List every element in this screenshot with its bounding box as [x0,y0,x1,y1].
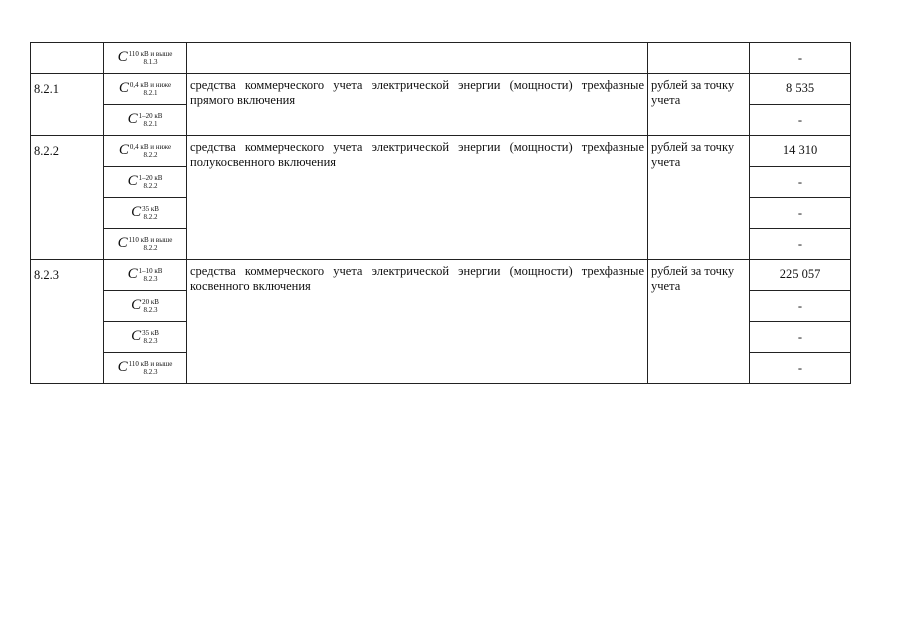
tariff-symbol: C 1–10 кВ 8.2.3 [127,266,163,283]
table-row [31,136,851,167]
value-cell: 225 057 [750,260,851,291]
value-cell: 14 310 [750,136,851,167]
code-cell [104,74,187,105]
tariff-symbol: C 1–20 кВ 8.2.1 [127,111,163,128]
table-row [31,260,851,291]
description-cell: средства коммерческого учета электрической энергии (мощности) трехфазные косвенного включения [187,260,648,384]
value-cell: - [750,43,851,74]
number-cell [31,43,104,74]
code-cell [104,167,187,198]
value-cell: - [750,291,851,322]
unit-cell [648,43,750,74]
tariff-symbol: C 110 кВ и выше 8.1.3 [117,49,173,66]
unit-cell: рублей за точку учета [648,260,750,384]
unit-cell: рублей за точку учета [648,74,750,136]
value-cell: - [750,229,851,260]
tariff-symbol: C 20 кВ 8.2.3 [131,297,159,314]
value-cell: - [750,105,851,136]
number-cell: 8.2.3 [31,260,104,384]
number-cell: 8.2.2 [31,136,104,260]
tariff-symbol: C 1–20 кВ 8.2.2 [127,173,163,190]
unit-cell: рублей за точку учета [648,136,750,260]
code-cell [104,322,187,353]
description-cell: средства коммерческого учета электрической энергии (мощности) трехфазные прямого включения [187,74,648,136]
description-cell [187,43,648,74]
number-cell: 8.2.1 [31,74,104,136]
tariff-table [30,42,851,384]
tariff-symbol: C 0,4 кВ и ниже 8.2.1 [118,80,172,97]
value-cell: - [750,198,851,229]
code-cell [104,229,187,260]
code-cell [104,43,187,74]
code-cell [104,260,187,291]
description-cell: средства коммерческого учета электрической энергии (мощности) трехфазные полукосвенного включения [187,136,648,260]
value-cell: 8 535 [750,74,851,105]
code-cell [104,105,187,136]
code-cell [104,136,187,167]
tariff-symbol: C 35 кВ 8.2.2 [131,204,159,221]
table-row [31,43,851,74]
code-cell [104,291,187,322]
code-cell [104,353,187,384]
table-row [31,74,851,105]
code-cell [104,198,187,229]
value-cell: - [750,322,851,353]
tariff-symbol: C 110 кВ и выше 8.2.2 [117,235,173,252]
tariff-symbol: C 35 кВ 8.2.3 [131,328,159,345]
value-cell: - [750,167,851,198]
tariff-symbol: C 0,4 кВ и ниже 8.2.2 [118,142,172,159]
tariff-symbol: C 110 кВ и выше 8.2.3 [117,359,173,376]
value-cell: - [750,353,851,384]
